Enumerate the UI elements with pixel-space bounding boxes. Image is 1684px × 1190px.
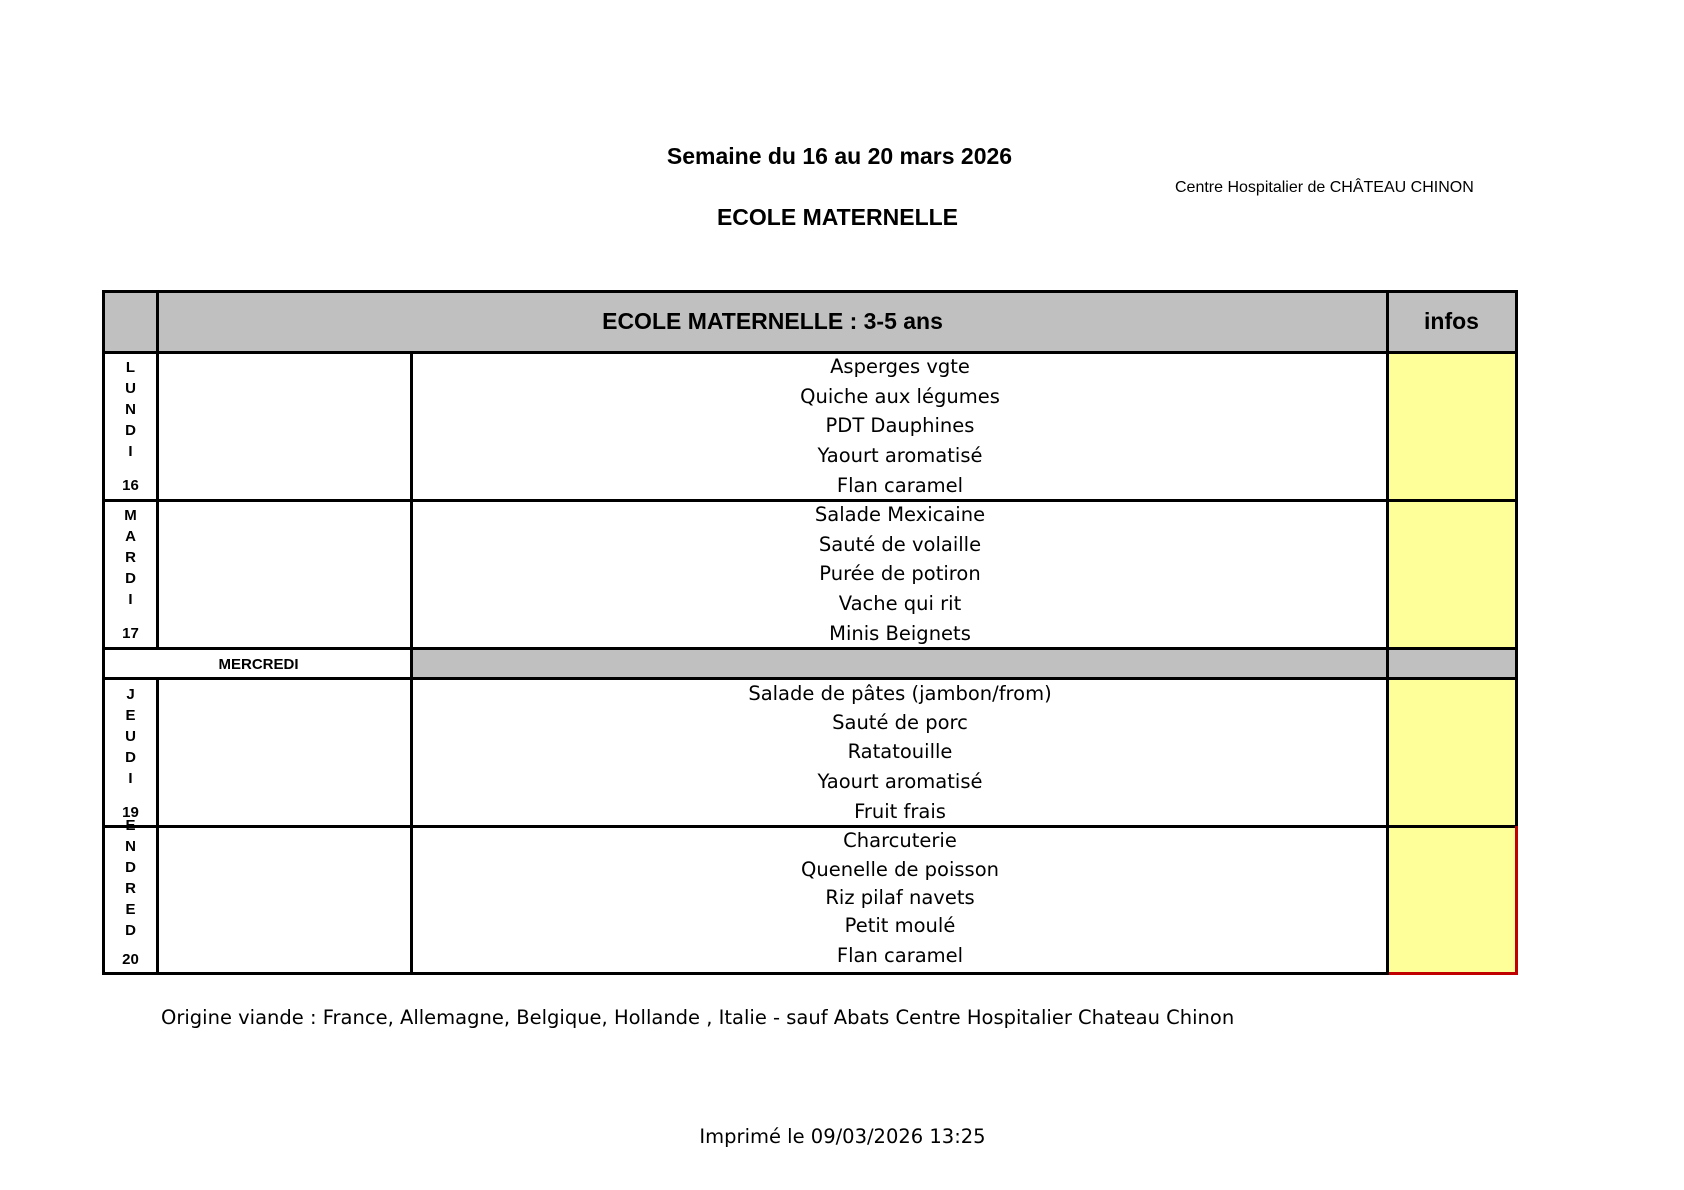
dish-item: Fruit frais bbox=[854, 800, 946, 823]
dish-item: Sauté de volaille bbox=[818, 533, 982, 556]
infos-cell-lundi bbox=[1387, 352, 1516, 500]
day-block-vendredi bbox=[103, 817, 158, 972]
day-letter: D bbox=[125, 922, 136, 939]
day-letter: E bbox=[125, 817, 136, 834]
day-letter: L bbox=[125, 359, 136, 376]
dish-item: Minis Beignets bbox=[829, 622, 971, 645]
dish-item: Quiche aux légumes bbox=[800, 385, 1000, 408]
dish-item: Salade de pâtes (jambon/from) bbox=[748, 682, 1052, 705]
dish-item: Vache qui rit bbox=[838, 592, 962, 615]
day-number: 17 bbox=[122, 625, 139, 642]
dish-item: Flan caramel bbox=[836, 944, 964, 967]
day-letter: E bbox=[125, 901, 136, 918]
day-letter: U bbox=[125, 728, 136, 745]
day-letter: E bbox=[125, 707, 136, 724]
dish-item: Riz pilaf navets bbox=[825, 886, 975, 909]
dish-item: Ratatouille bbox=[847, 740, 953, 763]
dish-item: Quenelle de poisson bbox=[801, 858, 999, 881]
hospital-name: Centre Hospitalier de CHÂTEAU CHINON bbox=[1175, 179, 1474, 196]
day-number: 16 bbox=[122, 477, 139, 494]
day-letter: R bbox=[125, 549, 136, 566]
day-letter: A bbox=[125, 528, 136, 545]
mercredi-infos-cell bbox=[1387, 648, 1516, 678]
mercredi-label: MERCREDI bbox=[218, 656, 299, 673]
day-number: 20 bbox=[122, 951, 139, 968]
day-letter: D bbox=[125, 422, 136, 439]
dish-item: Charcuterie bbox=[843, 829, 957, 852]
dish-item: Sauté de porc bbox=[832, 711, 968, 734]
day-letter: D bbox=[125, 570, 136, 587]
infos-cell-jeudi bbox=[1387, 678, 1516, 826]
day-letter: D bbox=[125, 859, 136, 876]
day-letter: N bbox=[125, 838, 136, 855]
menu-table-title: ECOLE MATERNELLE : 3-5 ans bbox=[158, 291, 1387, 352]
dish-item: PDT Dauphines bbox=[825, 414, 975, 437]
dish-item: Petit moulé bbox=[844, 914, 956, 937]
meat-origin-note: Origine viande : France, Allemagne, Belgique, Hollande , Italie - sauf Abats Centre Hospitalier Chateau Chinon bbox=[161, 1006, 1235, 1029]
day-letter: I bbox=[128, 591, 133, 608]
infos-header: infos bbox=[1387, 291, 1516, 352]
day-letter: D bbox=[125, 749, 136, 766]
mercredi-gray-cell bbox=[411, 648, 1387, 678]
header-corner-cell bbox=[103, 291, 158, 352]
day-letter: R bbox=[125, 880, 136, 897]
day-letter: I bbox=[128, 443, 133, 460]
day-letter: I bbox=[128, 770, 133, 787]
dish-item: Yaourt aromatisé bbox=[817, 770, 983, 793]
school-title: ECOLE MATERNELLE bbox=[716, 204, 959, 230]
infos-cell-vendredi bbox=[1387, 826, 1516, 974]
infos-cell-mardi bbox=[1387, 500, 1516, 648]
dish-item: Asperges vgte bbox=[830, 355, 970, 378]
week-title: Semaine du 16 au 20 mars 2026 bbox=[666, 143, 1013, 169]
day-letter: N bbox=[125, 401, 136, 418]
dish-item: Yaourt aromatisé bbox=[817, 444, 983, 467]
day-letter: M bbox=[124, 507, 137, 524]
day-number: 19 bbox=[122, 804, 139, 821]
dish-item: Salade Mexicaine bbox=[814, 503, 986, 526]
dish-item: Flan caramel bbox=[836, 474, 964, 497]
day-letter: J bbox=[126, 686, 135, 703]
dish-item: Purée de potiron bbox=[819, 562, 981, 585]
day-letter: U bbox=[125, 380, 136, 397]
printed-date: Imprimé le 09/03/2026 13:25 bbox=[699, 1125, 986, 1148]
